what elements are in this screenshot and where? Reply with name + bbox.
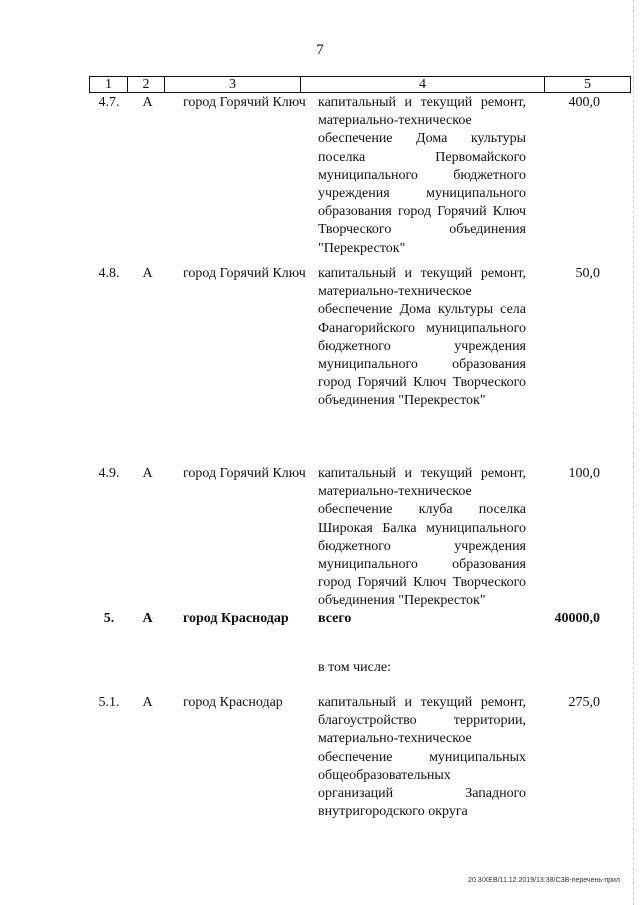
row-amount: 400,0 [568, 95, 600, 110]
subtotal-label: в том числе: [318, 660, 391, 675]
header-col-4: 4 [301, 77, 545, 92]
page-number: 7 [316, 42, 324, 58]
header-col-2: 2 [128, 77, 165, 92]
row-municipality: город Краснодар [183, 611, 289, 626]
table-header [89, 76, 631, 93]
scan-edge-line [633, 0, 635, 905]
row-amount: 40000,0 [554, 611, 600, 626]
header-col-3: 3 [165, 77, 301, 92]
row-description: капитальный и текущий ремонт, благоустройство территории, материально-техническое обеспечение муниципальных общеобразовательных организаций Западного внутригородского округа [318, 695, 526, 820]
row-number: 5. [103, 611, 115, 626]
row-category: А [142, 695, 153, 710]
row-number: 4.8. [98, 266, 120, 281]
row-municipality: город Горячий Ключ [183, 95, 306, 110]
row-municipality: город Краснодар [183, 695, 283, 710]
row-amount: 100,0 [568, 466, 600, 481]
row-category: А [142, 466, 153, 481]
header-col-1: 1 [90, 77, 128, 92]
row-category: А [142, 95, 153, 110]
header-col-5: 5 [584, 77, 591, 92]
row-description: капитальный и текущий ремонт, материально-техническое обеспечение Дома культуры поселка Первомайского муниципального бюджетного учреждения муниципального образования город Горячий Ключ Творческого объединения "Перекресток" [318, 95, 526, 256]
row-description: капитальный и текущий ремонт, материально-техническое обеспечение Дома культуры села Фанагорийского муниципального бюджетного учреждения муниципального образования город Горячий Ключ Творческого объединения "Перекресток" [318, 266, 526, 409]
row-amount: 275,0 [568, 695, 600, 710]
document-footer-code: 20.3/ХЕВ/11.12.2019/13:38/СЗВ-перечень-прил [468, 877, 620, 884]
row-description: всего [318, 611, 352, 626]
row-amount: 50,0 [575, 266, 600, 281]
row-number: 4.9. [98, 466, 120, 481]
row-number: 4.7. [98, 95, 120, 110]
row-description: капитальный и текущий ремонт, материально-техническое обеспечение клуба поселка Широкая Балка муниципального бюджетного учреждения муниципального образования город Горячий Ключ Творческого объединения "Перекресток" [318, 466, 526, 609]
row-number: 5.1. [98, 695, 120, 710]
row-category: А [142, 266, 153, 281]
row-municipality: город Горячий Ключ [183, 466, 306, 481]
row-category: А [142, 611, 153, 626]
row-municipality: город Горячий Ключ [183, 266, 306, 281]
